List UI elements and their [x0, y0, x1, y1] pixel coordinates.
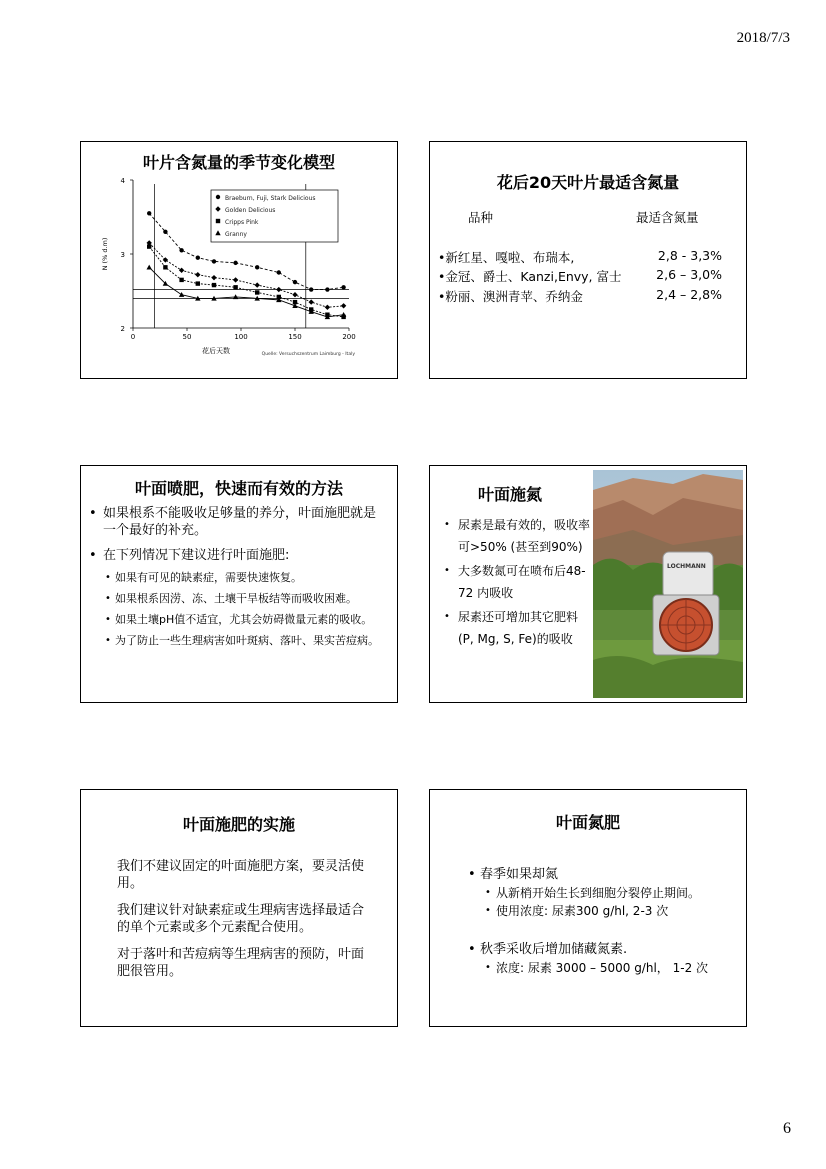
x-tick-label: 50	[182, 333, 192, 341]
data-point	[212, 259, 216, 263]
slide-title: 叶面施氮	[477, 485, 542, 504]
series-group	[147, 244, 346, 319]
row-variety: •新红星、嘎啦、布瑞本,	[438, 250, 575, 265]
data-point	[196, 256, 200, 260]
sub-bullet-item: • 使用浓度: 尿素300 g/hl, 2-3 次	[468, 902, 726, 920]
data-point	[233, 277, 238, 282]
data-point	[147, 211, 151, 215]
legend-label: Granny	[225, 231, 247, 238]
data-point	[341, 303, 346, 308]
slide-title: 叶面施肥的实施	[182, 815, 295, 834]
bullet-item: • 秋季采收后增加储藏氮素.	[468, 941, 726, 959]
bullet-list	[444, 514, 592, 652]
table-row	[438, 267, 738, 285]
data-point	[179, 268, 184, 273]
data-point	[196, 281, 200, 285]
data-point	[277, 270, 281, 274]
page-number: 6	[783, 1120, 791, 1137]
table-row	[438, 248, 738, 266]
y-axis-label: N (% d.m)	[101, 237, 109, 271]
data-point	[233, 285, 237, 289]
row-variety: •粉丽、澳洲青苹、乔纳金	[438, 289, 583, 304]
slide-optimal-nitrogen	[429, 141, 747, 379]
data-point	[325, 287, 329, 291]
data-point	[163, 257, 168, 262]
x-axis-label: 花后天数	[202, 347, 230, 355]
header-date: 2018/7/3	[736, 30, 790, 46]
bullet-item: • 大多数氮可在喷布后48-72 内吸收	[444, 560, 592, 604]
slide-title: 花后20天叶片最适含氮量	[496, 173, 680, 192]
slide-foliar-nitrogen	[429, 465, 747, 703]
y-tick-label: 2	[120, 325, 125, 333]
series-line	[149, 267, 343, 317]
data-point	[195, 272, 200, 277]
data-point	[341, 285, 345, 289]
paragraph: 我们建议针对缺素症或生理病害选择最适合的单个元素或多个元素配合使用。	[117, 903, 365, 935]
slide-title: 叶片含氮量的季节变化模型	[142, 153, 335, 172]
bullet-list	[81, 505, 397, 648]
data-point	[211, 275, 216, 280]
autumn-block	[468, 941, 726, 977]
data-point	[233, 261, 237, 265]
data-point	[292, 292, 297, 297]
data-point	[212, 283, 216, 287]
orchard-sprayer-photo	[593, 470, 743, 698]
row-value: 2,6 – 3,0%	[656, 267, 722, 282]
legend-label: Golden Delicious	[225, 207, 276, 214]
bullet-item: • 如果根系不能吸收足够量的养分，叶面施肥就是一个最好的补充。	[103, 505, 387, 539]
data-point	[255, 282, 260, 287]
bullet-item: • 尿素是最有效的，吸收率可>50% (甚至到90%)	[444, 514, 592, 558]
slide-foliar-nitrogen-fertilizer	[429, 789, 747, 1027]
series-line	[149, 247, 343, 317]
legend-entry	[215, 206, 275, 214]
x-tick-label: 150	[288, 333, 302, 341]
series-group	[147, 240, 347, 310]
y-tick-label: 4	[120, 177, 125, 185]
slide-foliar-implementation	[80, 789, 398, 1027]
row-value: 2,8 - 3,3%	[657, 248, 722, 263]
slide-title: 叶面氮肥	[555, 813, 620, 832]
data-point	[147, 265, 152, 270]
data-point	[179, 292, 184, 297]
column-header-variety: 品种	[468, 210, 494, 225]
column-header-optimal-n: 最适含氮量	[636, 210, 699, 225]
slide-title: 叶面喷肥，快速而有效的方法	[134, 479, 343, 498]
data-point	[147, 244, 151, 248]
nitrogen-season-chart	[81, 142, 397, 378]
data-point	[325, 305, 330, 310]
data-point	[309, 287, 313, 291]
sub-bullet-item: • 如果根系因涝、冻、土壤干旱板结等而吸收困难。	[115, 591, 387, 606]
paragraph-block	[117, 858, 367, 990]
y-tick-label: 3	[120, 251, 125, 259]
bullet-item: • 在下列情况下建议进行叶面施肥:	[103, 547, 387, 564]
sub-bullet-item: • 如果土壤pH值不适宜，尤其会妨碍微量元素的吸收。	[115, 612, 387, 627]
legend-label: Braeburn, Fuji, Stark Delicious	[225, 195, 316, 202]
data-point	[216, 195, 220, 199]
data-point	[163, 230, 167, 234]
slide-leaf-nitrogen-chart	[80, 141, 398, 379]
paragraph: 对于落叶和苦痘病等生理病害的预防，叶面肥很管用。	[117, 947, 365, 979]
data-point	[216, 219, 220, 223]
sub-bullet-item: • 如果有可见的缺素症，需要快速恢复。	[115, 570, 387, 585]
data-point	[309, 299, 314, 304]
chart-source: Quelle: Versuchszentrum Laimburg - Italy	[261, 352, 355, 357]
data-point	[163, 265, 167, 269]
data-point	[179, 248, 183, 252]
sub-bullet-item: • 为了防止一些生理病害如叶斑病、落叶、果实苦痘病。	[115, 633, 387, 648]
data-point	[255, 290, 259, 294]
sub-bullet-item: • 浓度: 尿素 3000 – 5000 g/hl， 1-2 次	[468, 959, 726, 977]
sprayer-brand-text: LOCHMANN	[667, 563, 706, 570]
row-value: 2,4 – 2,8%	[656, 287, 722, 302]
x-tick-label: 200	[342, 333, 356, 341]
data-point	[255, 265, 259, 269]
bullet-item: • 尿素还可增加其它肥料(P, Mg, S, Fe)的吸收	[444, 606, 592, 650]
x-tick-label: 100	[234, 333, 248, 341]
data-point	[179, 278, 183, 282]
x-tick-label: 0	[130, 333, 136, 341]
data-point	[276, 287, 281, 292]
table-row	[438, 287, 738, 305]
slide-foliar-spray	[80, 465, 398, 703]
bullet-item: • 春季如果却氮	[468, 866, 726, 884]
sub-bullet-item: • 从新梢开始生长到细胞分裂停止期间。	[468, 884, 726, 902]
row-variety: •金冠、爵士、Kanzi,Envy, 富士	[438, 269, 622, 284]
legend-entry	[216, 195, 316, 202]
data-point	[293, 280, 297, 284]
spring-block	[468, 866, 726, 920]
data-point	[341, 312, 346, 317]
legend-label: Cripps Pink	[225, 219, 259, 226]
paragraph: 我们不建议固定的叶面施肥方案，要灵活使用。	[117, 859, 365, 891]
